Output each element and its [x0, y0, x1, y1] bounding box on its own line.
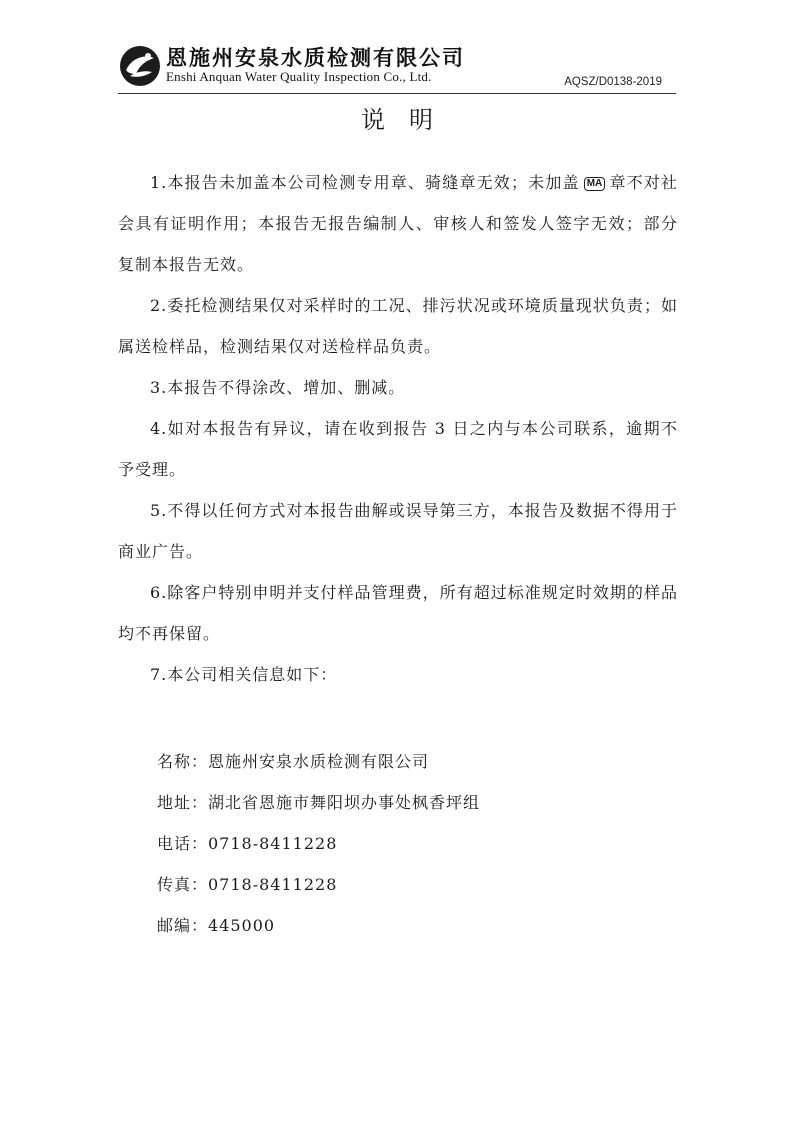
statement-item-6: 6.除客户特别申明并支付样品管理费，所有超过标准规定时效期的样品均不再保留。 [118, 583, 678, 643]
company-name-cn: 恩施州安泉水质检测有限公司 [166, 45, 465, 70]
contact-phone: 电话：0718-8411228 [157, 834, 338, 853]
statement-item-1 [118, 162, 678, 285]
page-title: 说明 [361, 106, 457, 134]
statement-item-1-text-after: 章不对社会具有证明作用；本报告无报告编制人、审核人和签发人签字无效；部分复制本报告无效。 [118, 173, 678, 274]
contact-fax: 传真：0718-8411228 [157, 875, 338, 894]
company-logo-icon [118, 44, 162, 88]
company-name-en: Enshi Anquan Water Quality Inspection Co., Ltd. [166, 69, 432, 84]
statement-item-4: 4.如对本报告有异议，请在收到报告 3 日之内与本公司联系，逾期不予受理。 [118, 419, 678, 479]
contact-name: 名称：恩施州安泉水质检测有限公司 [157, 752, 430, 771]
statement-item-1-text-before: 1.本报告未加盖本公司检测专用章、骑缝章无效；未加盖 [150, 173, 580, 192]
cma-mark-icon: MA [584, 177, 606, 191]
document-header [118, 40, 676, 96]
contact-postcode: 邮编：445000 [157, 916, 276, 935]
statement-item-3: 3.本报告不得涂改、增加、删减。 [150, 378, 406, 397]
contact-address: 地址：湖北省恩施市舞阳坝办事处枫香坪组 [157, 793, 481, 812]
statement-item-7: 7.本公司相关信息如下： [150, 665, 338, 684]
header-divider [118, 93, 676, 94]
document-code: AQSZ/D0138-2019 [564, 76, 662, 88]
statement-item-5: 5.不得以任何方式对本报告曲解或误导第三方，本报告及数据不得用于商业广告。 [118, 501, 678, 561]
statement-item-2: 2.委托检测结果仅对采样时的工况、排污状况或环境质量现状负责；如属送检样品，检测结果仅对送检样品负责。 [118, 296, 678, 356]
statement-list [118, 162, 678, 695]
company-contact-info [157, 741, 657, 946]
